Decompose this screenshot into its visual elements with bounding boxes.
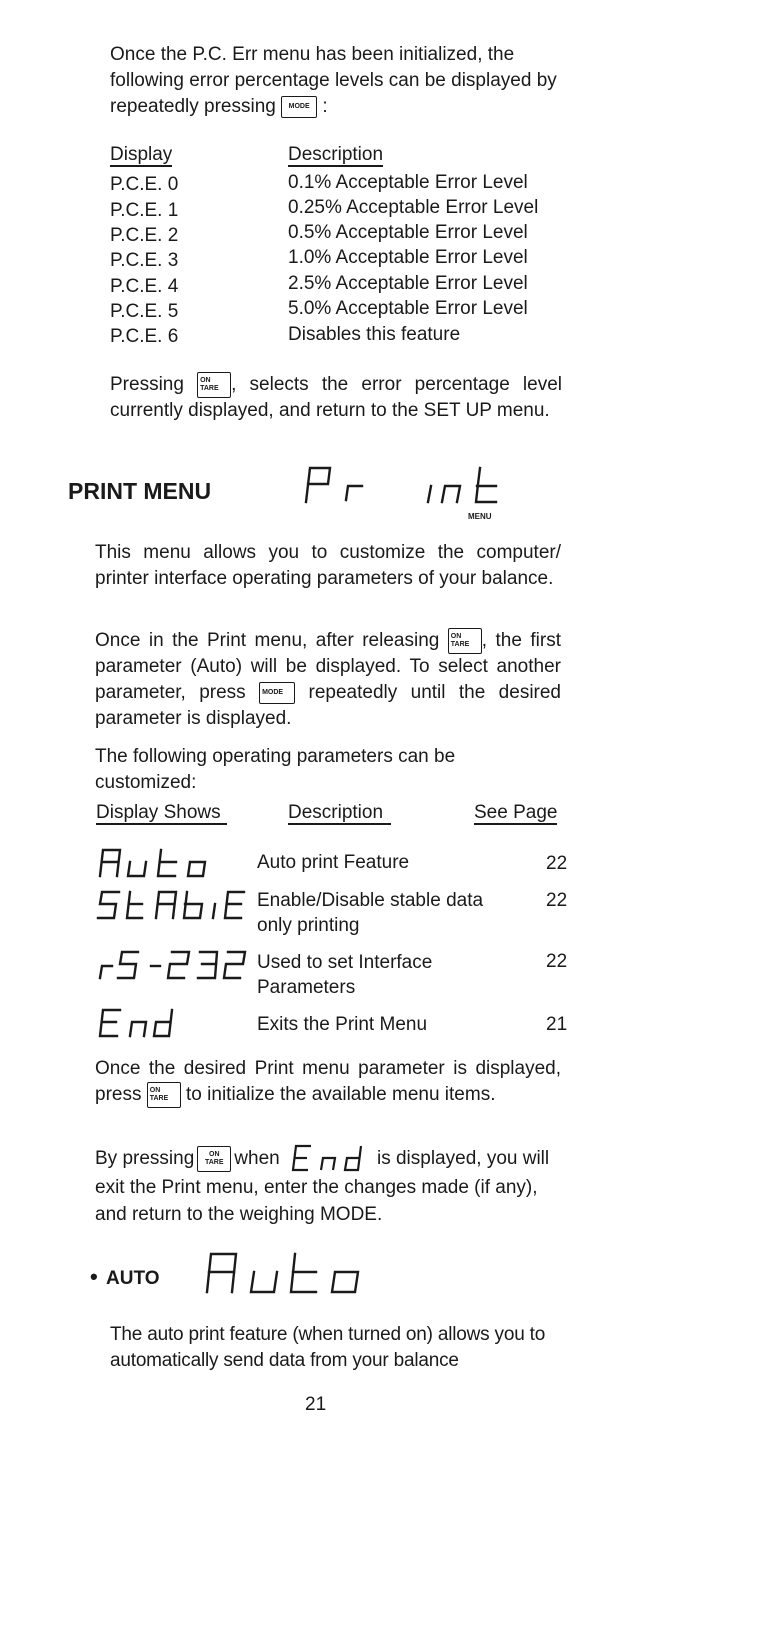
print-menu-initialize: Once the desired Print menu parameter is displayed, press ON TARE to initialize the available menu items. (95, 1056, 561, 1108)
pce-row-description: 5.0% Acceptable Error Level (288, 298, 528, 319)
rs232-lcd-icon (96, 948, 246, 982)
on-tare-key-icon: ON TARE (197, 372, 231, 398)
param-header-description: Description (288, 800, 391, 826)
param-header-page: See Page (474, 802, 558, 823)
mode-key-icon: MODE (281, 96, 317, 118)
pce-row-description: 0.5% Acceptable Error Level (288, 222, 528, 243)
pce-row-display: P.C.E. 5 (110, 301, 179, 322)
end-inline-lcd-icon (291, 1144, 371, 1174)
on-tare-key-icon: ON TARE (147, 1082, 181, 1108)
print-menu-parameters-intro: The following operating parameters can be customized: (95, 746, 456, 793)
pressing-tare-paragraph (110, 372, 562, 424)
auto-bullet: • (90, 1264, 98, 1289)
auto-large-lcd-icon (204, 1248, 364, 1298)
pce-row-description: Disables this feature (288, 324, 461, 345)
intro-paragraph (110, 42, 562, 120)
param-row-description: Exits the Print Menu (257, 1014, 428, 1035)
print-menu-heading: PRINT MENU (68, 478, 212, 504)
pressing-after-text: , selects the error percentage level currently displayed, and return to the SET UP menu. (110, 374, 562, 422)
pce-row-display: P.C.E. 3 (110, 250, 179, 271)
intro-text: Once the P.C. Err menu has been initialized, the following error percentage levels can be displayed by repeatedly pressing (110, 44, 557, 117)
pce-row-display: P.C.E. 2 (110, 225, 179, 246)
print-menu-intro: This menu allows you to customize the computer/ printer interface operating parameters of your balance. (95, 542, 561, 589)
auto-description: The auto print feature (when turned on) allows you to automatically send data from your balance (110, 1324, 546, 1371)
pce-header-display: Display (110, 144, 173, 165)
param-row-description: Used to set Interface Parameters (257, 952, 433, 998)
auto-heading: AUTO (106, 1268, 160, 1289)
end-lcd-icon (98, 1006, 178, 1040)
pce-row-display: P.C.E. 6 (110, 326, 179, 347)
on-tare-key-icon: ON TARE (448, 628, 482, 654)
stable-lcd-icon (96, 888, 246, 922)
pce-header-description: Description (288, 144, 384, 165)
pce-row-description: 0.25% Acceptable Error Level (288, 197, 539, 218)
pce-row-display: P.C.E. 0 (110, 174, 179, 195)
pce-row-description: 2.5% Acceptable Error Level (288, 273, 528, 294)
on-tare-key-icon: ON TARE (197, 1146, 231, 1172)
pce-row-display: P.C.E. 1 (110, 200, 179, 221)
print-menu-exit: By pressing ON TARE when is displayed, you will exit the Print menu, enter the changes made (if any), and return to the weighing MODE. (95, 1144, 565, 1228)
pce-row-description: 0.1% Acceptable Error Level (288, 172, 528, 193)
param-row-page: 22 (546, 853, 568, 874)
intro-colon: : (317, 96, 328, 117)
param-row-description: Enable/Disable stable data only printing (257, 890, 484, 936)
param-row-page: 22 (546, 890, 568, 911)
print-menu-navigation: Once in the Print menu, after releasing ON TARE , the first parameter (Auto) will be displayed. To select another parameter, press MODE repeatedly until the desired parameter is displayed. (95, 628, 561, 732)
param-row-page: 22 (546, 951, 568, 972)
pce-row-description: 1.0% Acceptable Error Level (288, 247, 528, 268)
print-lcd-caption: MENU (468, 512, 492, 521)
param-header-display: Display Shows (96, 800, 227, 826)
page-number: 21 (305, 1394, 327, 1415)
param-row-description: Auto print Feature (257, 852, 410, 873)
mode-key-icon: MODE (259, 682, 295, 704)
auto-lcd-icon (98, 846, 208, 880)
pce-row-display: P.C.E. 4 (110, 276, 179, 297)
param-row-page: 21 (546, 1014, 568, 1035)
pressing-text: Pressing (110, 374, 184, 396)
